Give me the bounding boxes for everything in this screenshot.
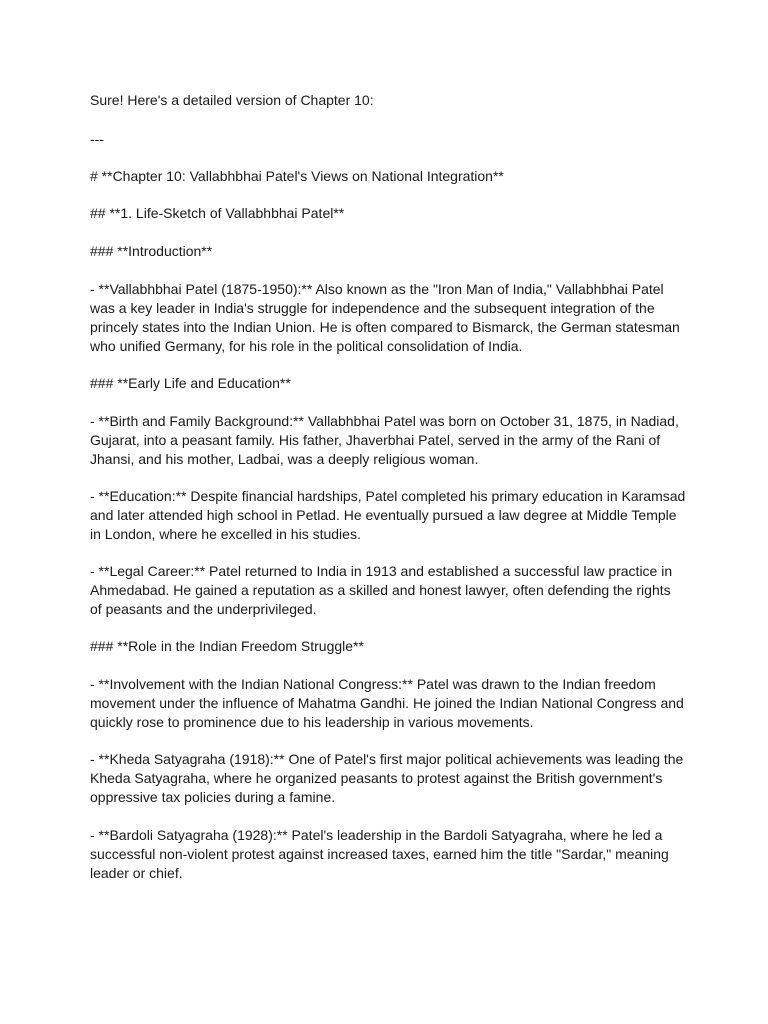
congress-line-3: quickly rose to prominence due to his leadership in various movements. [90, 714, 534, 730]
bardoli-line-1: - **Bardoli Satyagraha (1928):** Patel's leadership in the Bardoli Satyagraha, where he led a [90, 827, 663, 843]
introduction-line-3: princely states into the Indian Union. He is often compared to Bismarck, the German statesman [90, 319, 680, 335]
separator: --- [90, 131, 104, 147]
congress-line-2: movement under the influence of Mahatma Gandhi. He joined the Indian National Congress and [90, 695, 684, 711]
intro-line: Sure! Here's a detailed version of Chapter 10: [90, 92, 374, 108]
kheda-line-2: Kheda Satyagraha, where he organized peasants to protest against the British government's [90, 770, 663, 786]
introduction-line-1: - **Vallabhbhai Patel (1875-1950):** Also known as the "Iron Man of India," Vallabhbhai Patel [90, 281, 664, 297]
kheda-line-3: oppressive tax policies during a famine. [90, 789, 336, 805]
birth-line-1: - **Birth and Family Background:** Vallabhbhai Patel was born on October 31, 1875, in Nadiad, [90, 413, 679, 429]
introduction-line-4: who unified Germany, for his role in the political consolidation of India. [90, 338, 523, 354]
introduction-line-2: was a key leader in India's struggle for independence and the subsequent integration of the [90, 300, 655, 316]
birth-line-3: Jhansi, and his mother, Ladbai, was a deeply religious woman. [90, 451, 479, 467]
birth-line-2: Gujarat, into a peasant family. His father, Jhaverbhai Patel, served in the army of the Rani of [90, 432, 661, 448]
kheda-line-1: - **Kheda Satyagraha (1918):** One of Patel's first major political achievements was leading the [90, 751, 684, 767]
education-line-3: in London, where he excelled in his studies. [90, 526, 361, 542]
freedom-heading: ### **Role in the Indian Freedom Struggle** [90, 638, 364, 654]
legal-line-3: of peasants and the underprivileged. [90, 601, 317, 617]
congress-line-1: - **Involvement with the Indian National Congress:** Patel was drawn to the Indian freedom [90, 676, 656, 692]
section-heading: ## **1. Life-Sketch of Vallabhbhai Patel** [90, 205, 345, 221]
education-line-2: and later attended high school in Petlad. He eventually pursued a law degree at Middle Temple [90, 507, 677, 523]
introduction-heading: ### **Introduction** [90, 243, 213, 259]
chapter-heading: # **Chapter 10: Vallabhbhai Patel's Views on National Integration** [90, 168, 504, 184]
bardoli-line-3: leader or chief. [90, 865, 183, 881]
education-line-1: - **Education:** Despite financial hardships, Patel completed his primary education in Karamsad [90, 488, 686, 504]
bardoli-line-2: successful non-violent protest against increased taxes, earned him the title "Sardar," meaning [90, 846, 669, 862]
legal-line-1: - **Legal Career:** Patel returned to India in 1913 and established a successful law practice in [90, 563, 673, 579]
legal-line-2: Ahmedabad. He gained a reputation as a skilled and honest lawyer, often defending the rights [90, 582, 671, 598]
early-life-heading: ### **Early Life and Education** [90, 375, 291, 391]
